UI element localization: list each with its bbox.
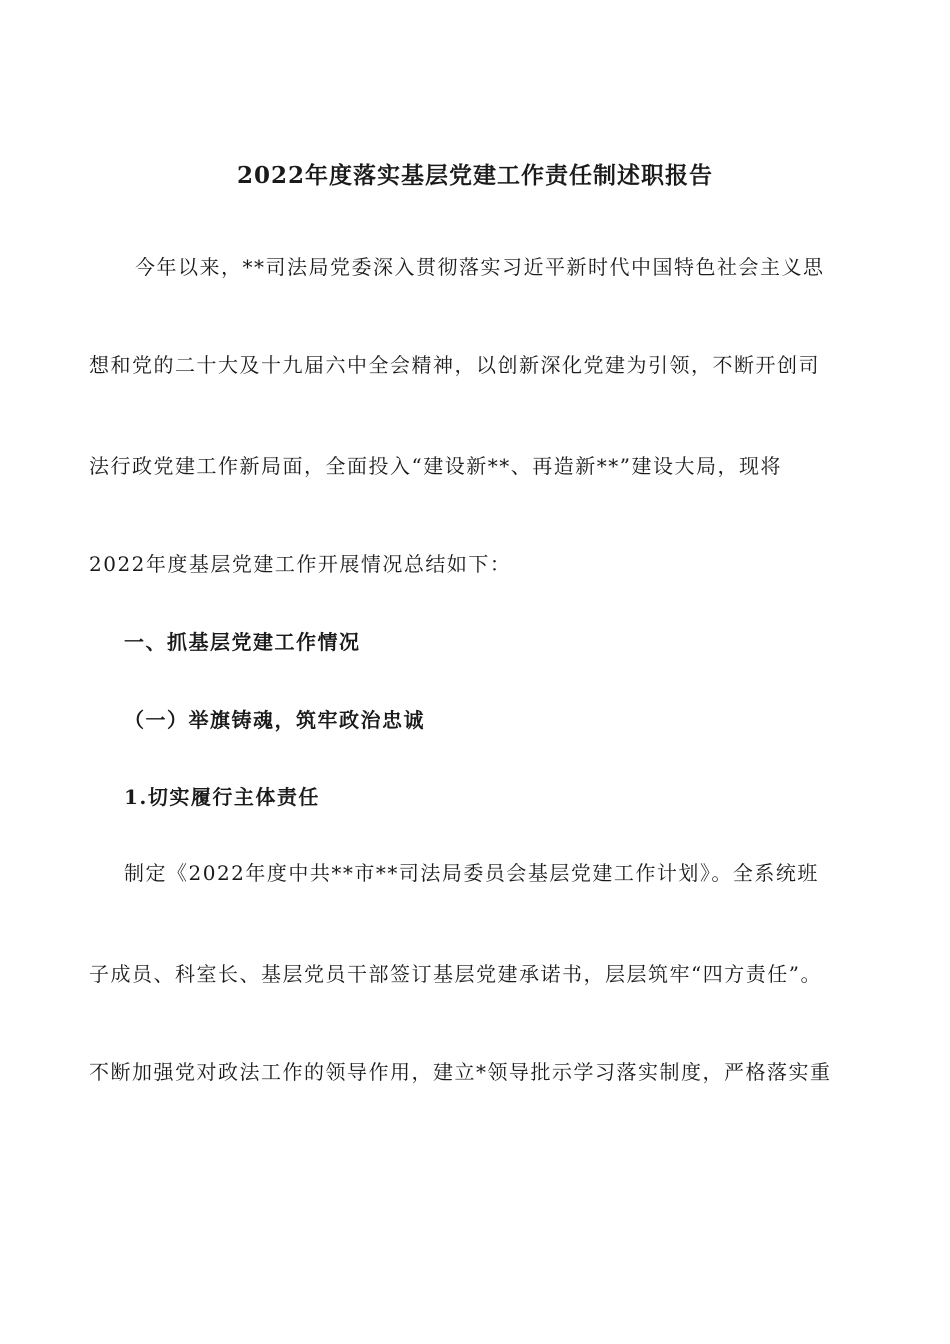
item-line-3: 不断加强党对政法工作的领导作用，建立*领导批示学习落实制度，严格落实重 <box>89 1060 832 1084</box>
item-line-2: 子成员、科室长、基层党员干部签订基层党建承诺书，层层筑牢“四方责任”。 <box>89 962 822 986</box>
intro-line-4: 2022年度基层党建工作开展情况总结如下： <box>89 552 512 576</box>
document-title: 2022年度落实基层党建工作责任制述职报告 <box>236 162 713 189</box>
intro-line-2: 想和党的二十大及十九届六中全会精神，以创新深化党建为引领，不断开创司 <box>89 353 820 377</box>
section-heading: 一、抓基层党建工作情况 <box>124 630 361 654</box>
item-heading: 1.切实履行主体责任 <box>124 785 320 809</box>
item-line-1: 制定《2022年度中共**市**司法局委员会基层党建工作计划》。全系统班 <box>124 861 819 885</box>
intro-line-3: 法行政党建工作新局面，全面投入“建设新**、再造新**”建设大局，现将 <box>89 454 782 478</box>
subsection-heading: （一）举旗铸魂，筑牢政治忠诚 <box>124 708 425 732</box>
intro-line-1: 今年以来，**司法局党委深入贯彻落实习近平新时代中国特色社会主义思 <box>135 255 825 279</box>
